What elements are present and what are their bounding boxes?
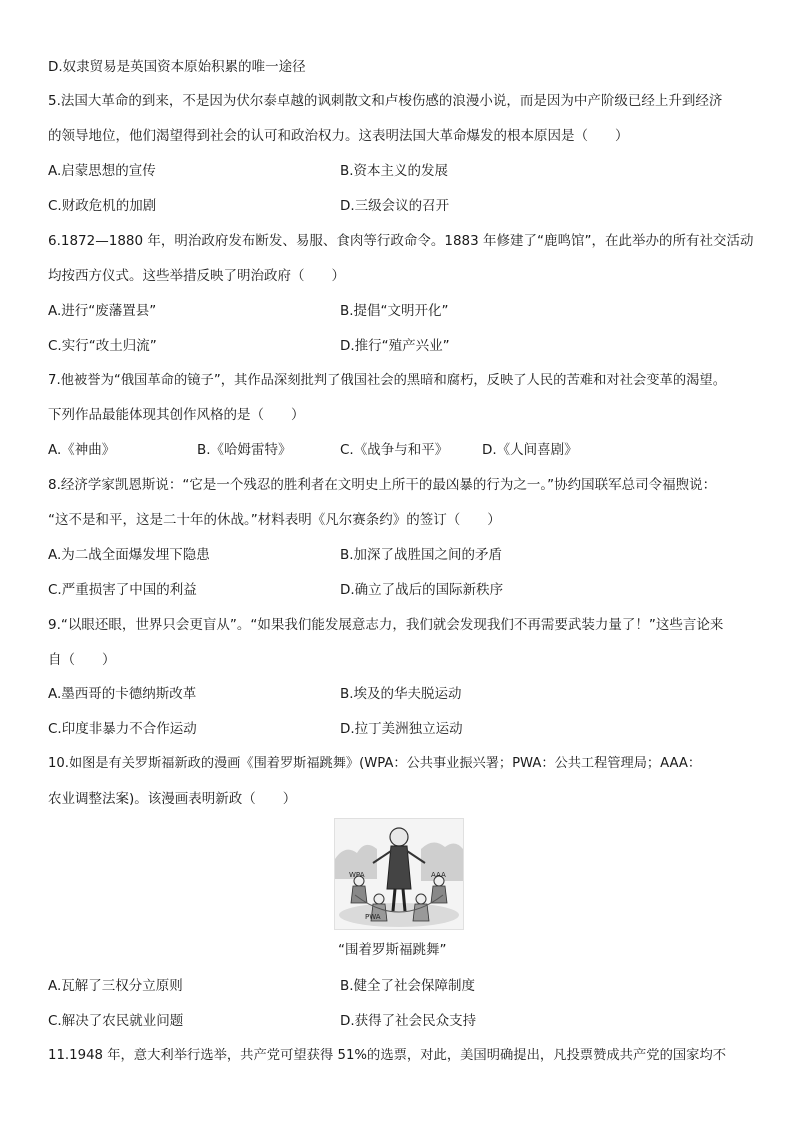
q5-option-a: A.启蒙思想的宣传 bbox=[48, 163, 156, 179]
figure-label-aaa: AAA bbox=[431, 871, 446, 879]
q9-option-a: A.墨西哥的卡德纳斯改革 bbox=[48, 686, 197, 702]
q10-option-d: D.获得了社会民众支持 bbox=[340, 1013, 477, 1029]
q6-option-d: D.推行“殖产兴业” bbox=[340, 338, 450, 354]
q5-option-b: B.资本主义的发展 bbox=[340, 163, 449, 179]
q7-option-a: A.《神曲》 bbox=[48, 442, 116, 458]
q4-option-d: D.奴隶贸易是英国资本原始积累的唯一途径 bbox=[48, 59, 306, 75]
q8-option-b: B.加深了战胜国之间的矛盾 bbox=[340, 547, 503, 563]
q6-stem-line2: 均按西方仪式。这些举措反映了明治政府（ ） bbox=[48, 268, 345, 284]
q8-option-a: A.为二战全面爆发埋下隐患 bbox=[48, 547, 210, 563]
q9-option-c: C.印度非暴力不合作运动 bbox=[48, 721, 197, 737]
figure-label-wpa: WPA bbox=[349, 871, 365, 879]
cartoon-illustration bbox=[335, 819, 463, 929]
q8-stem-line2: “这不是和平，这是二十年的休战。”材料表明《凡尔赛条约》的签订（ ） bbox=[48, 512, 501, 528]
roosevelt-cartoon-figure bbox=[334, 818, 464, 930]
q10-option-a: A.瓦解了三权分立原则 bbox=[48, 978, 183, 994]
q10-option-b: B.健全了社会保障制度 bbox=[340, 978, 476, 994]
q6-option-c: C.实行“改土归流” bbox=[48, 338, 157, 354]
q11-stem-line1: 11.1948 年，意大利举行选举，共产党可望获得 51%的选票，对此，美国明确提出，凡投票赞成共产党的国家均不 bbox=[48, 1048, 727, 1063]
q9-stem-line1: 9.“以眼还眼，世界只会更盲从”。“如果我们能发展意志力，我们就会发现我们不再需要武装力量了！”这些言论来 bbox=[48, 617, 724, 633]
q7-option-d: D.《人间喜剧》 bbox=[482, 442, 578, 458]
q5-stem-line1: 5.法国大革命的到来，不是因为伏尔泰卓越的讽刺散文和卢梭伤感的浪漫小说，而是因为中产阶级已经上升到经济 bbox=[48, 93, 723, 109]
q9-stem-line2: 自（ ） bbox=[48, 652, 116, 668]
q9-option-d: D.拉丁美洲独立运动 bbox=[340, 721, 463, 737]
q7-option-b: B.《哈姆雷特》 bbox=[197, 442, 292, 458]
q10-stem-line1: 10.如图是有关罗斯福新政的漫画《围着罗斯福跳舞》(WPA：公共事业振兴署；PWA：公共工程管理局；AAA： bbox=[48, 756, 702, 771]
q8-option-c: C.严重损害了中国的利益 bbox=[48, 582, 197, 598]
q8-option-d: D.确立了战后的国际新秩序 bbox=[340, 582, 504, 598]
q5-option-c: C.财政危机的加剧 bbox=[48, 198, 157, 214]
q5-stem-line2: 的领导地位，他们渴望得到社会的认可和政治权力。这表明法国大革命爆发的根本原因是（ ） bbox=[48, 128, 629, 144]
q8-stem-line1: 8.经济学家凯恩斯说：“它是一个残忍的胜利者在文明史上所干的最凶暴的行为之一。”协约国联军总司令福煦说： bbox=[48, 477, 717, 493]
q6-option-a: A.进行“废藩置县” bbox=[48, 303, 157, 319]
q7-stem-line2: 下列作品最能体现其创作风格的是（ ） bbox=[48, 407, 305, 423]
q6-option-b: B.提倡“文明开化” bbox=[340, 303, 449, 319]
q7-stem-line1: 7.他被誉为“俄国革命的镜子”，其作品深刻批判了俄国社会的黑暗和腐朽，反映了人民的苦难和对社会变革的渴望。 bbox=[48, 373, 727, 388]
q10-stem-line2: 农业调整法案)。该漫画表明新政（ ） bbox=[48, 791, 297, 807]
q5-option-d: D.三级会议的召开 bbox=[340, 198, 450, 214]
figure-label-pwa: PWA bbox=[365, 913, 381, 921]
figure-caption: “围着罗斯福跳舞” bbox=[338, 942, 447, 958]
q9-option-b: B.埃及的华夫脱运动 bbox=[340, 686, 462, 702]
q10-option-c: C.解决了农民就业问题 bbox=[48, 1013, 184, 1029]
q7-option-c: C.《战争与和平》 bbox=[340, 442, 449, 458]
q6-stem-line1: 6.1872—1880 年，明治政府发布断发、易服、食肉等行政命令。1883 年修建了“鹿鸣馆”，在此举办的所有社交活动 bbox=[48, 233, 754, 249]
